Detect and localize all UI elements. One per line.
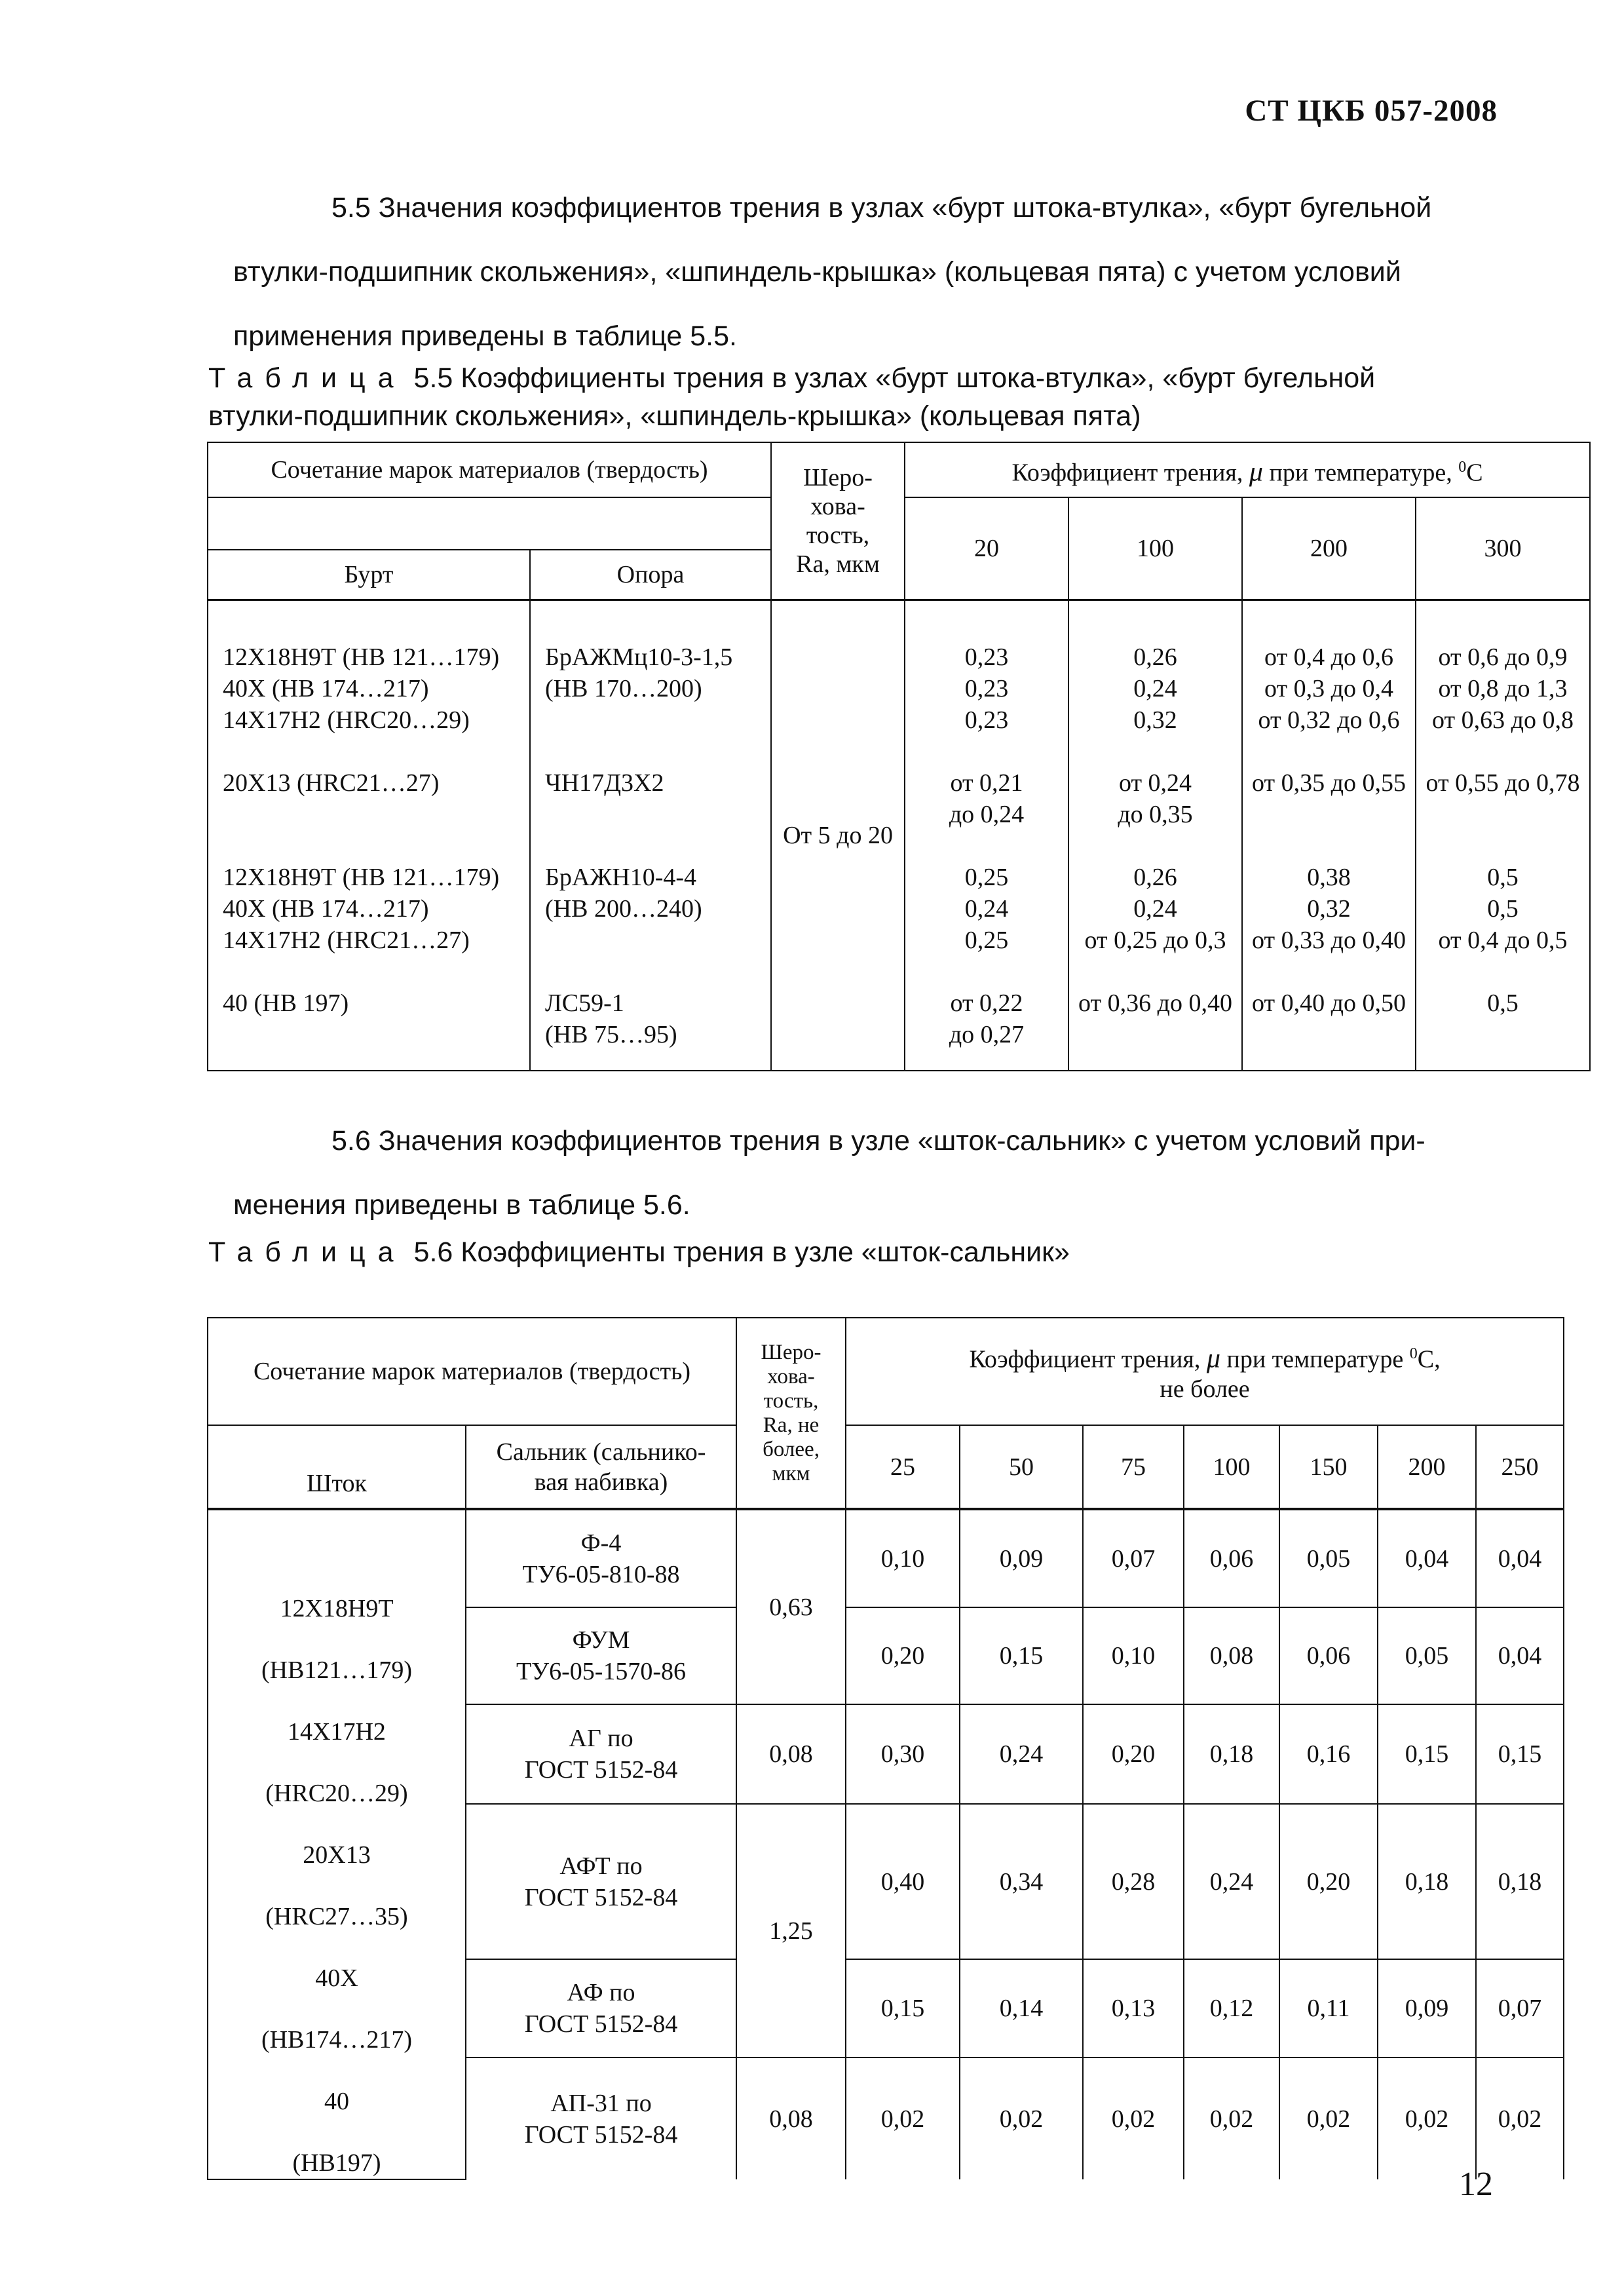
header-burt: Бурт (208, 550, 530, 600)
value-cell: 0,24 (960, 1704, 1083, 1804)
value-cell: 0,18 (1378, 1804, 1476, 1959)
temp-250: 250 (1476, 1425, 1564, 1509)
table-5-6-caption (208, 1233, 1498, 1271)
salnik-cell: Ф-4 ТУ6-05-810-88 (466, 1509, 736, 1607)
value-cell: 0,02 (1279, 2057, 1378, 2179)
salnik-cell: ФУМ ТУ6-05-1570-86 (466, 1607, 736, 1704)
value-cell: 0,02 (1184, 2057, 1279, 2179)
salnik-cell: АФТ по ГОСТ 5152-84 (466, 1804, 736, 1959)
value-cell: 0,20 (846, 1607, 960, 1704)
table-5-5-caption (208, 359, 1498, 435)
header-materials: Сочетание марок материалов (твердость) (208, 1318, 736, 1425)
value-cell: 0,30 (846, 1704, 960, 1804)
roughness-value: От 5 до 20 (771, 600, 905, 1071)
paragraph-line: 5.6 Значения коэффициентов трения в узле «шток-сальник» с учетом условий при- (331, 1125, 1426, 1157)
value-cell: 0,15 (1378, 1704, 1476, 1804)
column-t200: от 0,4 до 0,6 от 0,3 до 0,4 от 0,32 до 0,6 от 0,35 до 0,55 0,38 0,32 от 0,33 до 0,40 от 0,40 до 0,50 (1242, 600, 1416, 1071)
temp-100: 100 (1184, 1425, 1279, 1509)
value-cell: 0,05 (1279, 1509, 1378, 1607)
header-materials: Сочетание марок материалов (твердость) (208, 442, 771, 497)
value-cell: 0,28 (1083, 1804, 1184, 1959)
caption-text-line2: втулки-подшипник скольжения», «шпиндель-крышка» (кольцевая пята) (208, 400, 1141, 432)
header-coefficient: Коэффициент трения, μ при температуре, $^0$С (905, 442, 1590, 497)
table-5-5 (207, 442, 1591, 1071)
value-cell: 0,14 (960, 1959, 1083, 2057)
roughness-cell: 0,08 (736, 2057, 846, 2179)
salnik-cell: АФ по ГОСТ 5152-84 (466, 1959, 736, 2057)
column-burt: 12Х18Н9Т (НВ 121…179) 40Х (НВ 174…217) 14Х17Н2 (НRC20…29) 20Х13 (НRC21…27) 12Х18Н9Т (НВ 121…179) 40Х (НВ 174…217) 14Х17Н2 (НRC21…27) 40 (НВ 197) (208, 600, 530, 1071)
value-cell: 0,18 (1184, 1704, 1279, 1804)
column-t20: 0,23 0,23 0,23 от 0,21 до 0,24 0,25 0,24 0,25 от 0,22 до 0,27 (905, 600, 1068, 1071)
header-opora: Опора (530, 550, 771, 600)
paragraph-line: менения приведены в таблице 5.6. (233, 1189, 690, 1221)
value-cell: 0,06 (1279, 1607, 1378, 1704)
value-cell: 0,13 (1083, 1959, 1184, 2057)
temp-200: 200 (1242, 497, 1416, 600)
salnik-cell: АП-31 по ГОСТ 5152-84 (466, 2057, 736, 2179)
caption-prefix: Таблица (208, 1236, 406, 1268)
value-cell: 0,11 (1279, 1959, 1378, 2057)
salnik-cell: АГ по ГОСТ 5152-84 (466, 1704, 736, 1804)
roughness-cell: 1,25 (736, 1804, 846, 2057)
header-roughness: Шеро- хова- тость, Ra, мкм (771, 442, 905, 600)
caption-prefix: Таблица (208, 362, 406, 394)
temp-20: 20 (905, 497, 1068, 600)
paragraph-line: применения приведены в таблице 5.5. (233, 320, 737, 352)
paragraph-5-6 (233, 1109, 1498, 1237)
paragraph-5-5 (233, 176, 1498, 368)
temp-50: 50 (960, 1425, 1083, 1509)
value-cell: 0,07 (1083, 1509, 1184, 1607)
value-cell: 0,02 (846, 2057, 960, 2179)
value-cell: 0,04 (1378, 1509, 1476, 1607)
temp-150: 150 (1279, 1425, 1378, 1509)
value-cell: 0,10 (846, 1509, 960, 1607)
value-cell: 0,02 (1378, 2057, 1476, 2179)
value-cell: 0,09 (1378, 1959, 1476, 2057)
value-cell: 0,09 (960, 1509, 1083, 1607)
header-materials-spacer (208, 497, 771, 550)
temp-25: 25 (846, 1425, 960, 1509)
caption-text: 5.5 Коэффициенты трения в узлах «бурт штока-втулка», «бурт бугельной (406, 362, 1376, 394)
value-cell: 0,10 (1083, 1607, 1184, 1704)
value-cell: 0,24 (1184, 1804, 1279, 1959)
header-coefficient: Коэффициент трения, μ при температуре $^0$С, не более (846, 1318, 1564, 1425)
paragraph-line: втулки-подшипник скольжения», «шпиндель-крышка» (кольцевая пята) с учетом условий (233, 256, 1401, 288)
value-cell: 0,02 (960, 2057, 1083, 2179)
value-cell: 0,07 (1476, 1959, 1564, 2057)
value-cell: 0,20 (1279, 1804, 1378, 1959)
column-t100: 0,26 0,24 0,32 от 0,24 до 0,35 0,26 0,24 от 0,25 до 0,3 от 0,36 до 0,40 (1068, 600, 1242, 1071)
value-cell: 0,34 (960, 1804, 1083, 1959)
value-cell: 0,15 (846, 1959, 960, 2057)
value-cell: 0,05 (1378, 1607, 1476, 1704)
value-cell: 0,18 (1476, 1804, 1564, 1959)
document-code: СТ ЦКБ 057-2008 (1245, 94, 1498, 128)
value-cell: 0,15 (1476, 1704, 1564, 1804)
roughness-cell: 0,63 (736, 1509, 846, 1704)
value-cell: 0,40 (846, 1804, 960, 1959)
value-cell: 0,15 (960, 1607, 1083, 1704)
temp-75: 75 (1083, 1425, 1184, 1509)
value-cell: 0,02 (1083, 2057, 1184, 2179)
header-salnik: Сальник (сальнико- вая набивка) (466, 1425, 736, 1509)
header-shtok: Шток (208, 1425, 466, 1509)
value-cell: 0,02 (1476, 2057, 1564, 2179)
shtok-materials: 12Х18Н9Т (НВ121…179) 14Х17Н2 (НRC20…29) 20Х13 (НRC27…35) 40Х (НВ174…217) 40 (НВ197) (208, 1509, 466, 2179)
value-cell: 0,12 (1184, 1959, 1279, 2057)
value-cell: 0,08 (1184, 1607, 1279, 1704)
value-cell: 0,16 (1279, 1704, 1378, 1804)
value-cell: 0,04 (1476, 1607, 1564, 1704)
roughness-cell: 0,08 (736, 1704, 846, 1804)
value-cell: 0,04 (1476, 1509, 1564, 1607)
temp-100: 100 (1068, 497, 1242, 600)
caption-text: 5.6 Коэффициенты трения в узле «шток-сальник» (406, 1236, 1070, 1268)
column-t300: от 0,6 до 0,9 от 0,8 до 1,3 от 0,63 до 0,8 от 0,55 до 0,78 0,5 0,5 от 0,4 до 0,5 0,5 (1416, 600, 1590, 1071)
value-cell: 0,20 (1083, 1704, 1184, 1804)
header-roughness: Шеро- хова- тость, Ra, не более, мкм (736, 1318, 846, 1509)
temp-300: 300 (1416, 497, 1590, 600)
temp-200: 200 (1378, 1425, 1476, 1509)
page-number: 12 (1459, 2166, 1493, 2203)
table-5-6 (207, 1317, 1564, 2180)
value-cell: 0,06 (1184, 1509, 1279, 1607)
column-opora: БрАЖМц10-3-1,5 (НВ 170…200) ЧН17Д3Х2 БрАЖН10-4-4 (НВ 200…240) ЛС59-1 (НВ 75…95) (530, 600, 771, 1071)
paragraph-line: 5.5 Значения коэффициентов трения в узлах «бурт штока-втулка», «бурт бугельной (331, 192, 1432, 223)
